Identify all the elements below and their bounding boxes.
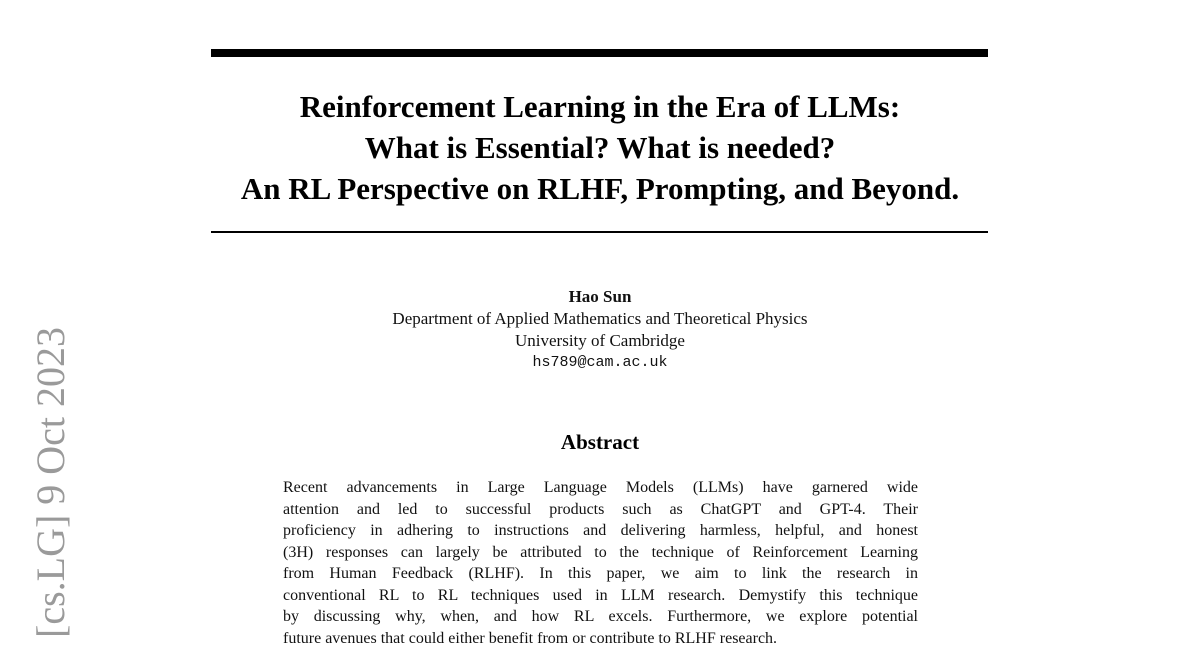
author-university: University of Cambridge [515, 331, 685, 350]
title-top-rule [211, 49, 988, 57]
title-line: Reinforcement Learning in the Era of LLMs: [299, 89, 901, 124]
abstract-line: (3H) responses can largely be attributed to the technique of Reinforcement Learning [283, 543, 918, 561]
abstract-line: future avenues that could either benefit from or contribute to RLHF research. [283, 629, 778, 647]
abstract-line: Recent advancements in Large Language Models (LLMs) have garnered wide [283, 479, 918, 496]
author-block [300, 286, 900, 374]
author-email: hs789@cam.ac.uk [532, 354, 668, 371]
abstract-line: attention and led to successful products such as ChatGPT and GPT-4. Their [283, 500, 918, 518]
author-department: Department of Applied Mathematics and Theoretical Physics [392, 309, 808, 328]
title-bottom-rule [211, 231, 988, 233]
abstract-heading: Abstract [560, 430, 640, 454]
abstract-line: from Human Feedback (RLHF). In this paper, we aim to link the research in [283, 565, 918, 582]
title-line: An RL Perspective on RLHF, Prompting, and Beyond. [240, 171, 960, 206]
abstract-line: conventional RL to RL techniques used in LLM research. Demystify this technique [283, 586, 918, 604]
author-name: Hao Sun [568, 287, 632, 306]
arxiv-stamp: [cs.LG] 9 Oct 2023 [28, 326, 73, 638]
abstract-body [283, 477, 918, 648]
title-line: What is Essential? What is needed? [364, 130, 836, 165]
abstract-line: proficiency in adhering to instructions and delivering harmless, helpful, and honest [283, 522, 918, 539]
paper-title [200, 86, 1000, 209]
abstract-line: by discussing why, when, and how RL excels. Furthermore, we explore potential [283, 608, 918, 625]
